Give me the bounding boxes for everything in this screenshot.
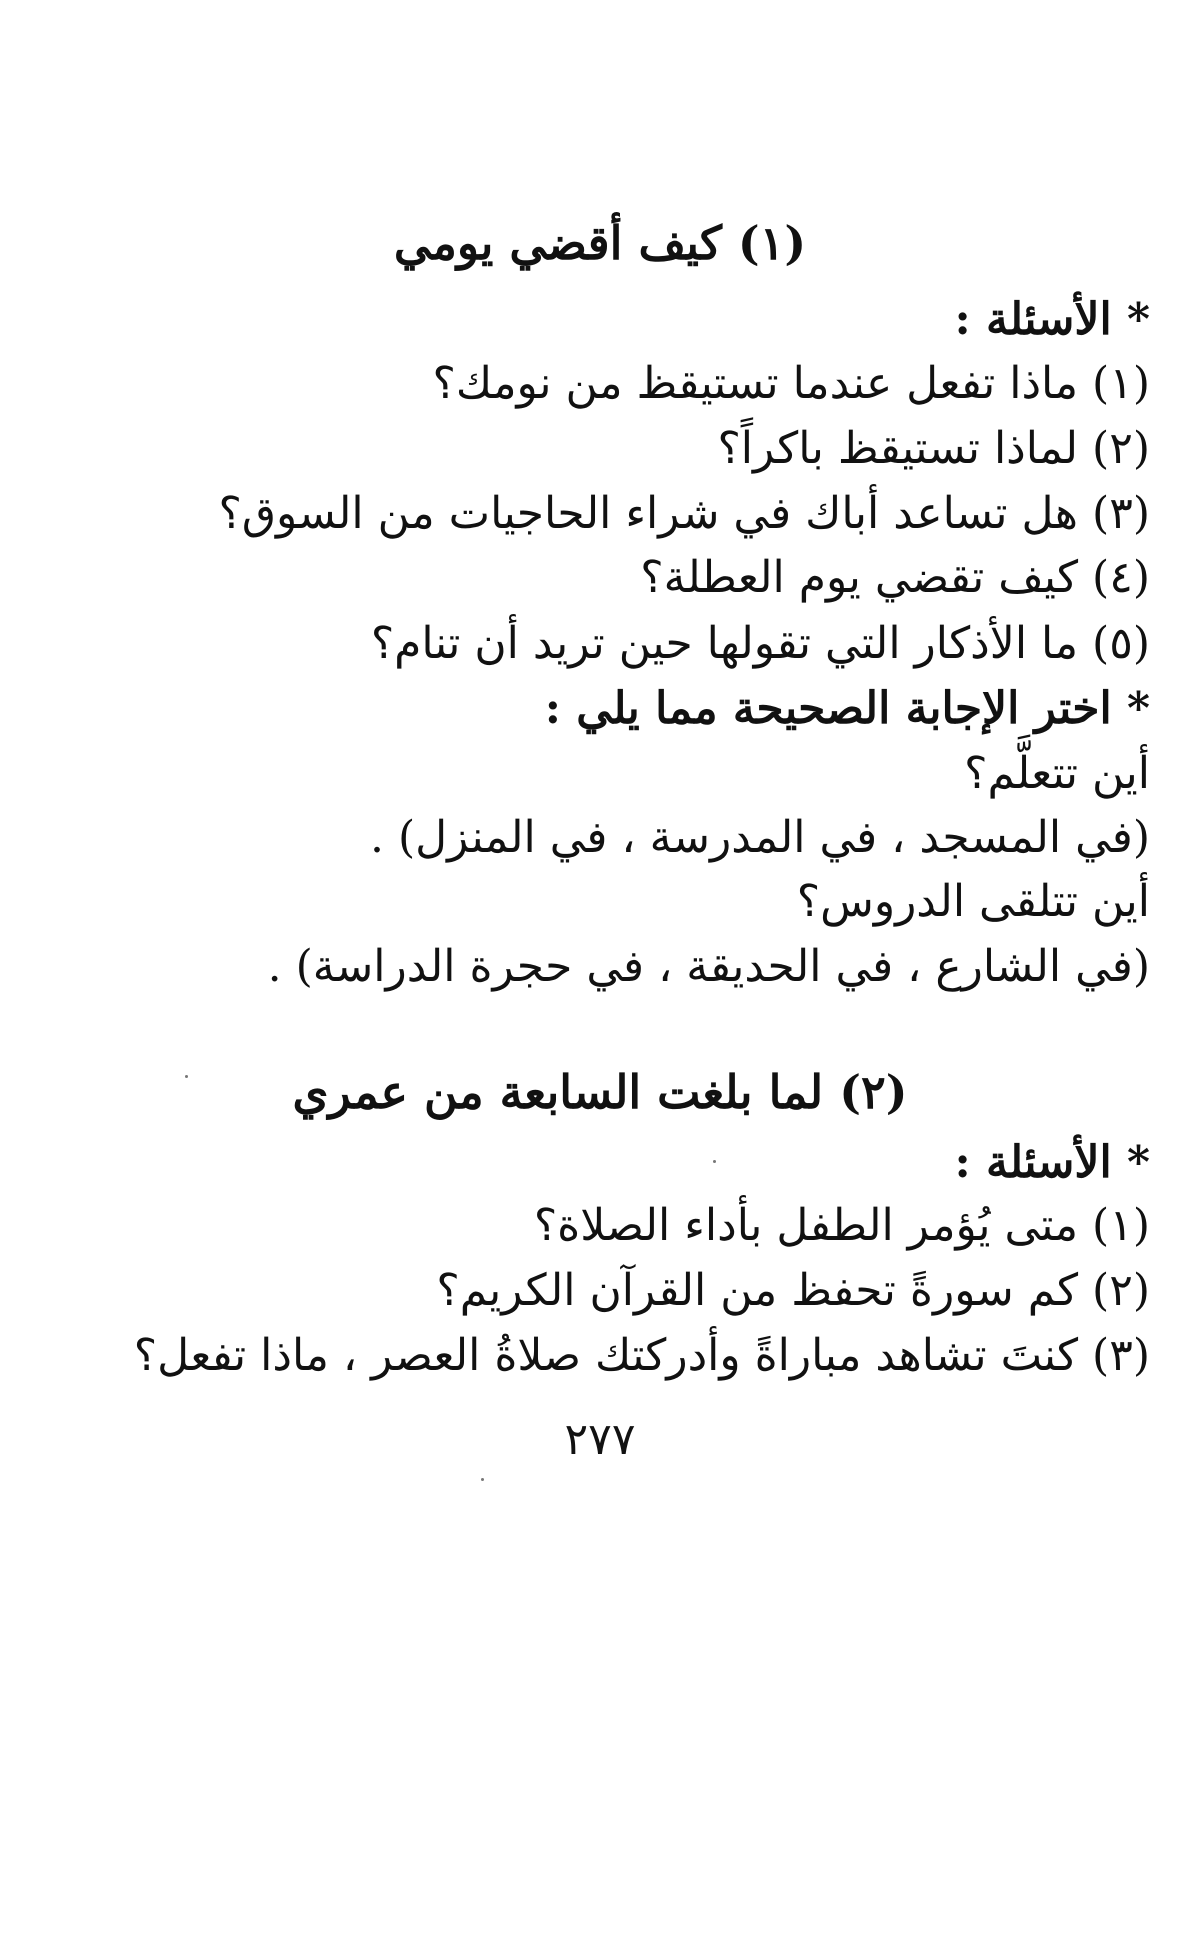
choice-options-1: (في المسجد ، في المدرسة ، في المنزل) .: [369, 812, 1150, 863]
section-1-title: (١) كيف أقضي يومي: [393, 216, 807, 270]
question-text: كنتَ تشاهد مباراةً وأدركتك صلاةُ العصر ، ماذا تفعل؟: [133, 1330, 1079, 1381]
question-number: (٢): [1092, 423, 1150, 474]
section-1-question-3: [50, 484, 1150, 544]
question-number: (٥): [1092, 618, 1150, 669]
question-text: ما الأذكار التي تقولها حين تريد أن تنام؟: [370, 618, 1079, 669]
question-number: (١): [1092, 1200, 1150, 1251]
section-1-questions-heading: * الأسئلة :: [954, 294, 1150, 345]
question-text: هل تساعد أباك في شراء الحاجيات من السوق؟: [218, 488, 1079, 539]
section-1-question-5: [50, 614, 1150, 674]
page-number: ٢٧٧: [564, 1414, 636, 1465]
question-text: متى يُؤمر الطفل بأداء الصلاة؟: [533, 1200, 1079, 1251]
question-text: لماذا تستيقظ باكراً؟: [717, 423, 1079, 474]
section-2-questions-heading: * الأسئلة :: [954, 1137, 1150, 1188]
section-2-question-3: [50, 1326, 1150, 1386]
scan-speck: [713, 1160, 716, 1163]
question-number: (٣): [1092, 488, 1150, 539]
question-number: (١): [1092, 358, 1150, 409]
scan-speck: [481, 1478, 484, 1481]
question-number: (٢): [1092, 1265, 1150, 1316]
question-text: كم سورةً تحفظ من القرآن الكريم؟: [436, 1265, 1079, 1316]
section-2-question-2: [50, 1261, 1150, 1321]
section-1-question-4: [50, 548, 1150, 608]
choose-heading: * اختر الإجابة الصحيحة مما يلي :: [544, 683, 1150, 734]
section-2-title: (٢) لما بلغت السابعة من عمري: [292, 1065, 908, 1119]
question-number: (٤): [1092, 552, 1150, 603]
section-1-question-2: [50, 419, 1150, 479]
section-1-question-1: [50, 354, 1150, 414]
choice-question-1: أين تتعلَّم؟: [964, 748, 1150, 799]
choice-question-2: أين تتلقى الدروس؟: [796, 876, 1150, 927]
question-number: (٣): [1092, 1330, 1150, 1381]
scan-speck: [185, 1075, 188, 1078]
question-text: ماذا تفعل عندما تستيقظ من نومك؟: [432, 358, 1079, 409]
choice-options-2: (في الشارع ، في الحديقة ، في حجرة الدراسة) .: [267, 941, 1150, 992]
question-text: كيف تقضي يوم العطلة؟: [640, 552, 1079, 603]
section-2-question-1: [50, 1196, 1150, 1256]
